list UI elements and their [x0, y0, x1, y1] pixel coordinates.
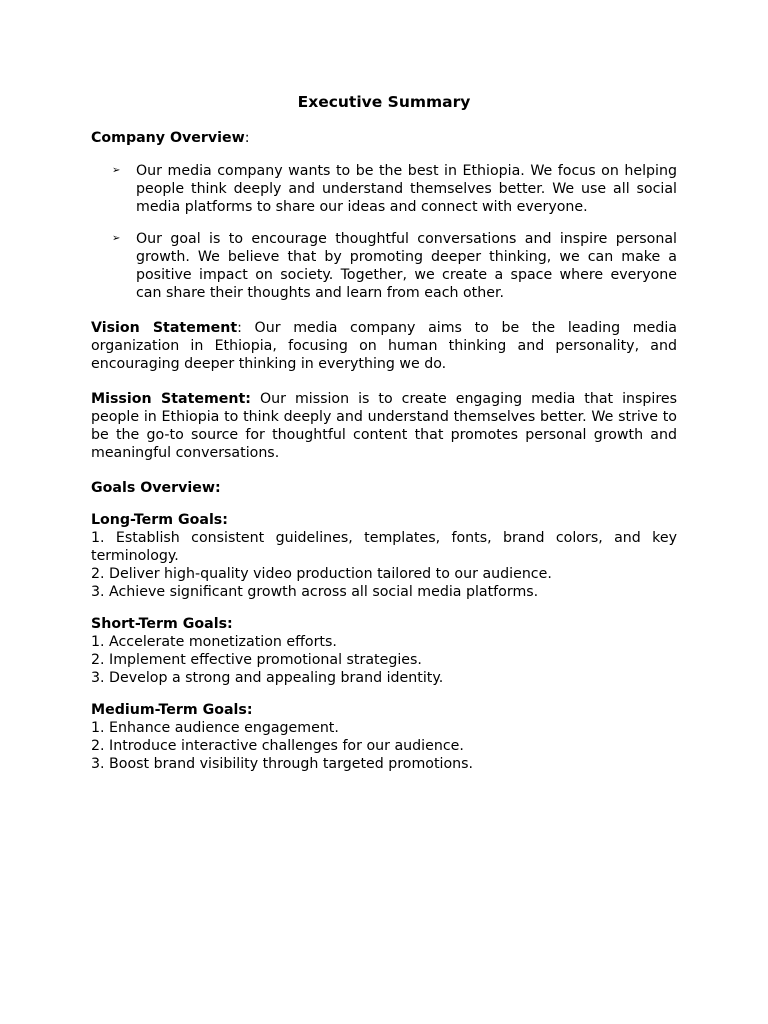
long-term-goals-list [91, 529, 677, 601]
mission-statement [91, 390, 677, 462]
short-term-goals-section [91, 615, 677, 687]
list-item: 3. Develop a strong and appealing brand identity. [91, 670, 444, 686]
document-title: Executive Summary [297, 93, 471, 111]
list-item: 2. Deliver high-quality video production tailored to our audience. [91, 566, 552, 582]
medium-term-goals-list [91, 719, 677, 773]
list-item: 3. Boost brand visibility through targeted promotions. [91, 756, 474, 772]
list-item: 3. Achieve significant growth across all social media platforms. [91, 584, 539, 600]
mission-statement-label: Mission Statement: [91, 391, 251, 407]
medium-term-goals-section [91, 701, 677, 773]
arrow-bullet-icon: ➢ [112, 165, 121, 176]
list-item [91, 230, 677, 302]
list-item: 1. Enhance audience engagement. [91, 720, 339, 736]
list-item: 2. Implement effective promotional strategies. [91, 652, 422, 668]
bullet-text: Our media company wants to be the best in Ethiopia. We focus on helping people think deeply and understand themselves better. We use all social media platforms to share our ideas and connect with everyone. [136, 163, 677, 215]
company-overview-section [91, 129, 677, 302]
document-content [91, 92, 677, 773]
medium-term-goals-heading: Medium-Term Goals: [91, 702, 253, 718]
short-term-goals-list [91, 633, 677, 687]
vision-statement-text: : Our media company aims to be the leading media organization in Ethiopia, focusing on human thinking and personality, and encouraging deeper thinking in everything we do. [91, 320, 677, 372]
vision-statement-label: Vision Statement [91, 320, 238, 336]
bullet-text: Our goal is to encourage thoughtful conversations and inspire personal growth. We believe that by promoting deeper thinking, we can make a positive impact on society. Together, we create a space where everyone can share their thoughts and learn from each other. [136, 231, 677, 301]
company-overview-bullets [91, 162, 677, 302]
list-item: 1. Establish consistent guidelines, templates, fonts, brand colors, and key terminology. [91, 530, 677, 564]
arrow-bullet-icon: ➢ [112, 233, 121, 244]
list-item: 1. Accelerate monetization efforts. [91, 634, 337, 650]
long-term-goals-heading: Long-Term Goals: [91, 512, 228, 528]
company-overview-label: Company Overview [91, 130, 245, 146]
list-item [91, 162, 677, 216]
goals-overview-heading: Goals Overview: [91, 480, 221, 496]
long-term-goals-section [91, 511, 677, 601]
list-item: 2. Introduce interactive challenges for our audience. [91, 738, 464, 754]
company-overview-heading [91, 129, 677, 147]
mission-statement-text: Our mission is to create engaging media that inspires people in Ethiopia to think deeply and understand themselves better. We strive to be the go-to source for thoughtful content that promotes personal growth and meaningful conversations. [91, 391, 677, 461]
short-term-goals-heading: Short-Term Goals: [91, 616, 233, 632]
company-overview-colon: : [244, 130, 250, 146]
vision-statement [91, 319, 677, 373]
